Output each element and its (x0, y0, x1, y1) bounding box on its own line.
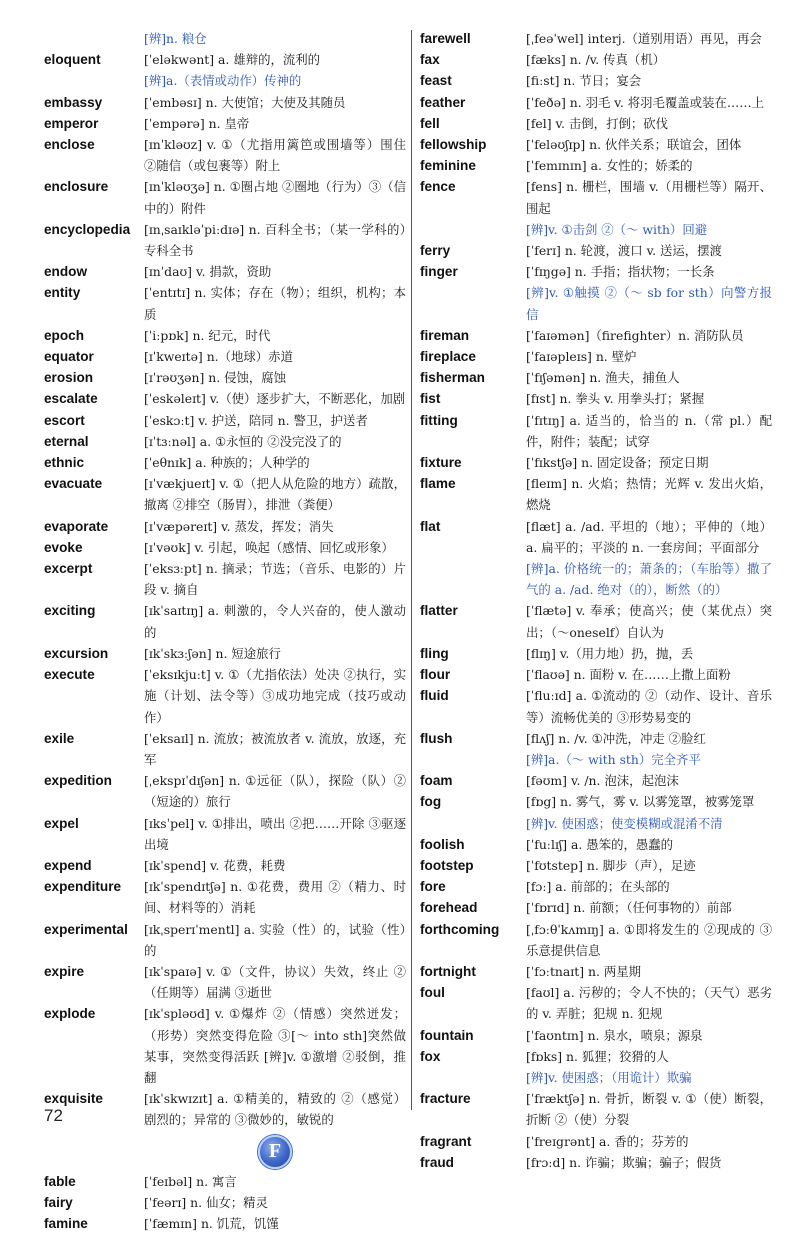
headword (420, 749, 526, 770)
headword: fore (420, 879, 446, 895)
dictionary-entry (420, 325, 772, 346)
definition: [ˈfemɪnɪn] a. 女性的；娇柔的 (526, 158, 693, 174)
dictionary-entry (420, 28, 772, 49)
headword: endow (44, 264, 88, 280)
definition: [fɪst] n. 拳头 v. 用拳头打；紧握 (526, 391, 705, 407)
definition: [ɪnˌsaɪkləˈpiːdɪə] n. 百科全书；（某一学科的）专科全书 (144, 221, 406, 259)
headword: feather (420, 94, 466, 110)
dictionary-entry (420, 1088, 772, 1130)
headword: farewell (420, 31, 471, 46)
left-column (44, 28, 406, 1234)
dictionary-entry (420, 791, 772, 812)
headword: exciting (44, 603, 96, 619)
usage-note: [辨]v. ①击剑 ②（～ with）回避 (526, 221, 708, 237)
headword (44, 28, 144, 49)
definition: [ˈfɪŋgə] n. 手指；指状物；一长条 (526, 264, 715, 280)
definition: [ˈfuːlɪʃ] a. 愚笨的，愚蠢的 (526, 836, 674, 852)
definition: [ˈembəsɪ] n. 大使馆；大使及其随员 (144, 94, 346, 110)
column-divider (411, 30, 412, 1110)
headword: escalate (44, 391, 98, 407)
dictionary-entry (44, 410, 406, 431)
definition: [ˈeksɜːpt] n. 摘录；节选；（音乐、电影的）片段 v. 摘自 (144, 561, 406, 598)
headword: fracture (420, 1091, 471, 1107)
headword: flat (420, 518, 441, 534)
headword: foul (420, 985, 445, 1001)
headword: fountain (420, 1027, 474, 1043)
headword: fairy (44, 1194, 73, 1210)
headword: evoke (44, 539, 83, 555)
dictionary-note (420, 219, 772, 240)
headword (420, 282, 526, 324)
definition: [ˌfɔːθˈkʌmɪŋ] a. ①即将发生的 ②现成的 ③乐意提供信息 (526, 921, 772, 958)
dictionary-entry (44, 282, 406, 324)
headword: eloquent (44, 52, 101, 68)
definition: [ˈeskɔːt] v. 护送，陪同 n. 警卫，护送者 (144, 412, 368, 428)
usage-note: [辨]v. ①触摸 ②（～ sb for sth）向警方报信 (526, 285, 772, 322)
definition: [flæt] a. /ad. 平坦的（地）；平伸的（地）a. 扁平的；平淡的 n. 一套房间；平面部分 (526, 518, 772, 555)
definition: [ˌfeəˈwel] interj.（道别用语）再见，再会 (526, 31, 762, 46)
headword: fragrant (420, 1133, 472, 1149)
dictionary-entry (420, 473, 772, 515)
definition: [ˈfeɪbəl] n. 寓言 (144, 1173, 237, 1189)
dictionary-note (44, 70, 406, 91)
right-column (420, 28, 772, 1173)
definition: [ˈfluːɪd] a. ①流动的 ②（动作、设计、音乐等）流畅优美的 ③形势易变的 (526, 688, 772, 725)
headword: ethnic (44, 455, 85, 471)
headword: escort (44, 412, 85, 428)
headword: fitting (420, 412, 458, 428)
dictionary-entry (44, 664, 406, 728)
definition: [fens] n. 栅栏，围墙 v.（用栅栏等）隔开、围起 (526, 179, 772, 216)
headword: fluid (420, 688, 449, 704)
dictionary-entry (44, 516, 406, 537)
headword: evacuate (44, 476, 103, 492)
headword: forehead (420, 900, 478, 916)
definition: [ˈfeərɪ] n. 仙女；精灵 (144, 1194, 268, 1210)
definition: [ˈfʊtstep] n. 脚步（声），足迹 (526, 857, 696, 873)
dictionary-entry (420, 1025, 772, 1046)
headword: expenditure (44, 879, 122, 895)
definition: [flʌʃ] n. /v. ①冲洗，冲走 ②脸红 (526, 730, 706, 746)
dictionary-entry (44, 219, 406, 261)
dictionary-entry (44, 600, 406, 642)
definition: [ˈiːpɒk] n. 纪元，时代 (144, 327, 271, 343)
definition: [ˈflaʊə] n. 面粉 v. 在……上撒上面粉 (526, 667, 731, 683)
definition: [ˈfɒrɪd] n. 前额；（任何事物的）前部 (526, 900, 732, 916)
dictionary-entry (420, 92, 772, 113)
dictionary-entry (44, 813, 406, 855)
dictionary-entry (420, 1152, 772, 1173)
dictionary-entry (44, 49, 406, 70)
headword: expend (44, 857, 92, 873)
headword: fax (420, 52, 440, 68)
dictionary-entry (44, 92, 406, 113)
definition: [ɪˈvækjueɪt] v. ①（把人从危险的地方）疏散，撤离 ②排空（肠胃），排泄（粪便） (144, 476, 406, 513)
dictionary-entry (44, 1213, 406, 1234)
dictionary-entry (420, 664, 772, 685)
definition: [ˈfɪtɪŋ] a. 适当的，恰当的 n.（常 pl.）配件，附件；装配；试穿 (526, 412, 772, 449)
dictionary-entry (44, 770, 406, 812)
headword: embassy (44, 94, 103, 110)
headword: feminine (420, 158, 476, 174)
definition: [ɪkˈspləʊd] v. ①爆炸 ②（情感）突然迸发；（形势）突然变得危险 ③[～ into sth]突然做某事，突然变得活跃 [辨]v. ①激增 ②驳倒，推翻 (144, 1006, 406, 1085)
dictionary-entry (44, 261, 406, 282)
dictionary-entry (44, 325, 406, 346)
definition: [fiːst] n. 节日；宴会 (526, 73, 642, 89)
dictionary-entry (420, 261, 772, 282)
headword: foolish (420, 836, 465, 852)
dictionary-entry (44, 431, 406, 452)
definition: [ˈfæmɪn] n. 饥荒，饥馑 (144, 1215, 279, 1231)
headword: evaporate (44, 518, 109, 534)
headword: execute (44, 667, 95, 683)
dictionary-entry (44, 1192, 406, 1213)
headword: expel (44, 815, 79, 831)
definition: [fəʊm] v. /n. 泡沫，起泡沫 (526, 773, 679, 789)
definition: [ɪkˈskɜːʃən] n. 短途旅行 (144, 645, 281, 661)
headword: fortnight (420, 963, 476, 979)
dictionary-entry (420, 176, 772, 218)
dictionary-entry (44, 1171, 406, 1192)
dictionary-entry (420, 919, 772, 961)
definition: [ˈfɔːtnaɪt] n. 两星期 (526, 963, 642, 979)
headword: expire (44, 963, 85, 979)
definition: [ˈfɪʃəmən] n. 渔夫，捕鱼人 (526, 370, 680, 386)
definition: [ɪˈvəʊk] v. 引起，唤起（感情、回忆或形象） (144, 539, 394, 555)
headword: fable (44, 1173, 76, 1189)
headword: flatter (420, 603, 458, 619)
dictionary-note (420, 282, 772, 324)
headword: fellowship (420, 137, 487, 153)
definition: [fleɪm] n. 火焰；热情；光辉 v. 发出火焰，燃烧 (526, 476, 772, 513)
definition: [ˈeksaɪl] n. 流放；被流放者 v. 流放，放逐，充军 (144, 730, 406, 767)
dictionary-entry (420, 1131, 772, 1152)
dictionary-entry (44, 134, 406, 176)
dictionary-entry (44, 113, 406, 134)
headword: eternal (44, 433, 89, 449)
dictionary-entry (44, 728, 406, 770)
definition: [ˈfræktʃə] n. 骨折，断裂 v. ①（使）断裂，折断 ②（使）分裂 (526, 1091, 772, 1128)
definition: [fæks] n. /v. 传真（机） (526, 52, 666, 68)
usage-note: [辨]a.（～ with sth）完全齐平 (526, 751, 701, 767)
dictionary-note (420, 1067, 772, 1088)
headword (420, 813, 526, 834)
definition: [ɪnˈkləʊʒə] n. ①圈占地 ②圈地（行为）③（信中的）附件 (144, 179, 406, 216)
headword: equator (44, 349, 94, 365)
usage-note: [辨]n. 粮仓 (144, 31, 207, 46)
definition: [fel] v. 击倒，打倒；砍伐 (526, 115, 669, 131)
dictionary-entry (44, 643, 406, 664)
headword: fling (420, 645, 449, 661)
dictionary-entry (44, 367, 406, 388)
definition: [ɪkˈspend] v. 花费，耗费 (144, 857, 286, 873)
dictionary-entry (420, 982, 772, 1024)
headword: fireman (420, 327, 470, 343)
dictionary-entry (420, 240, 772, 261)
dictionary-entry (44, 1003, 406, 1088)
definition: [ˈflætə] v. 奉承；使高兴；使（某优点）突出；（～oneself）自认为 (526, 603, 772, 640)
usage-note: [辨]v. 使困惑；使变模糊或混淆不清 (526, 815, 723, 831)
dictionary-entry (44, 919, 406, 961)
definition: [ɪkˌsperɪˈmentl] a. 实验（性）的，试验（性）的 (144, 921, 406, 958)
headword: expedition (44, 773, 112, 789)
dictionary-note (420, 558, 772, 600)
dictionary-entry (420, 410, 772, 452)
headword: fog (420, 794, 442, 810)
dictionary-note (420, 813, 772, 834)
headword: flour (420, 667, 451, 683)
definition: [fɒks] n. 狐狸；狡猾的人 (526, 1048, 669, 1064)
dictionary-entry (44, 346, 406, 367)
definition: [ˌekspɪˈdɪʃən] n. ①远征（队），探险（队）②（短途的）旅行 (144, 773, 406, 810)
definition: [faʊl] a. 污秽的；令人不快的；（天气）恶劣的 v. 弄脏；犯规 n. 犯规 (526, 985, 772, 1022)
dictionary-entry (420, 834, 772, 855)
headword: famine (44, 1215, 88, 1231)
definition: [ɪˈtɜːnəl] a. ①永恒的 ②没完没了的 (144, 433, 342, 449)
definition: [ɪkˈsaɪtɪŋ] a. 刺激的，令人兴奋的，使人激动的 (144, 603, 406, 640)
definition: [ˈempərə] n. 皇帝 (144, 115, 250, 131)
definition: [ˈeləkwənt] a. 雄辩的，流利的 (144, 52, 321, 68)
dictionary-entry (44, 876, 406, 918)
dictionary-note (420, 749, 772, 770)
definition: [ˈfaɪəpleɪs] n. 壁炉 (526, 349, 637, 365)
definition: [fɒg] n. 雾气，雾 v. 以雾笼罩，被雾笼罩 (526, 794, 755, 810)
section-marker (144, 1135, 406, 1169)
headword: finger (420, 264, 458, 280)
definition: [ˈfaʊntɪn] n. 泉水，喷泉；源泉 (526, 1027, 703, 1043)
headword: exile (44, 730, 75, 746)
headword: entity (44, 285, 81, 301)
definition: [frɔːd] n. 诈骗；欺骗；骗子；假货 (526, 1154, 722, 1170)
dictionary-entry (420, 897, 772, 918)
dictionary-entry (420, 452, 772, 473)
dictionary-entry (420, 685, 772, 727)
headword: excerpt (44, 561, 93, 577)
headword: footstep (420, 857, 474, 873)
definition: [ˈfeðə] n. 羽毛 v. 将羽毛覆盖或装在……上 (526, 94, 765, 110)
definition: [ˈferɪ] n. 轮渡，渡口 v. 送运，摆渡 (526, 243, 722, 259)
definition: [ˈfɪkstʃə] n. 固定设备；预定日期 (526, 455, 709, 471)
headword: fist (420, 391, 441, 407)
headword: explode (44, 1006, 96, 1022)
dictionary-note (44, 28, 406, 49)
dictionary-entry (420, 388, 772, 409)
dictionary-entry (44, 558, 406, 600)
usage-note: [辨]v. 使困惑；（用诡计）欺骗 (526, 1069, 692, 1085)
dictionary-entry (420, 770, 772, 791)
definition: [ɪˈkweɪtə] n.（地球）赤道 (144, 349, 293, 365)
dictionary-entry (420, 728, 772, 749)
dictionary-entry (420, 600, 772, 642)
dictionary-entry (420, 643, 772, 664)
headword: fell (420, 115, 440, 131)
dictionary-entry (420, 855, 772, 876)
dictionary-entry (420, 876, 772, 897)
definition: [ˈeksɪkjuːt] v. ①（尤指依法）处决 ②执行，实施（计划、法令等）③成功地完成（技巧或动作） (144, 667, 406, 725)
headword: fireplace (420, 349, 476, 365)
headword: erosion (44, 370, 94, 386)
dictionary-entry (420, 1046, 772, 1067)
definition: [ɪˈvæpəreɪt] v. 蒸发，挥发；消失 (144, 518, 334, 534)
definition: [ˈfreɪgrənt] a. 香的；芬芳的 (526, 1133, 689, 1149)
dictionary-entry (44, 452, 406, 473)
definition: [flɪŋ] v.（用力地）扔，抛，丢 (526, 645, 694, 661)
headword: fence (420, 179, 456, 195)
definition: [ˈfaɪəmən]（firefighter）n. 消防队员 (526, 327, 744, 343)
dictionary-entry (44, 961, 406, 1003)
headword: fisherman (420, 370, 485, 386)
headword: fox (420, 1048, 441, 1064)
definition: [ɪnˈdaʊ] v. 捐款，资助 (144, 264, 272, 280)
dictionary-entry (420, 367, 772, 388)
headword (420, 219, 526, 240)
headword: enclose (44, 137, 95, 153)
usage-note: [辨]a. 价格统一的；萧条的；（车胎等）撒了气的 a. /ad. 绝对（的），断然（的） (526, 561, 772, 598)
headword: epoch (44, 327, 85, 343)
dictionary-entry (44, 473, 406, 515)
dictionary-entry (44, 537, 406, 558)
usage-note: [辨]a.（表情或动作）传神的 (144, 73, 302, 89)
headword (420, 1067, 526, 1088)
headword: forthcoming (420, 921, 500, 937)
headword: emperor (44, 115, 99, 131)
definition: [ɪnˈkləʊz] v. ①（尤指用篱笆或围墙等）围住 ②随信（或包裹等）附上 (144, 137, 406, 174)
definition: [ɪkˈspendɪtʃə] n. ①花费，费用 ②（精力、时间、材料等的）消耗 (144, 879, 406, 916)
headword: enclosure (44, 179, 109, 195)
definition: [ɪksˈpel] v. ①排出，喷出 ②把……开除 ③驱逐出境 (144, 815, 406, 852)
dictionary-entry (420, 113, 772, 134)
section-letter-badge: F (258, 1135, 292, 1169)
dictionary-entry (420, 346, 772, 367)
headword: ferry (420, 243, 451, 259)
headword (420, 558, 526, 600)
headword: foam (420, 773, 453, 789)
headword: fixture (420, 455, 462, 471)
dictionary-entry (44, 855, 406, 876)
definition: [fɔː] a. 前部的；在头部的 (526, 879, 670, 895)
headword: experimental (44, 921, 128, 937)
headword: flame (420, 476, 456, 492)
dictionary-entry (44, 176, 406, 218)
page-number: 72 (44, 1106, 63, 1125)
headword: feast (420, 73, 452, 89)
definition: [ɪkˈskwɪzɪt] a. ①精美的，精致的 ②（感觉）剧烈的；异常的 ③微妙的，敏锐的 (144, 1091, 406, 1128)
headword: exquisite (44, 1091, 103, 1107)
dictionary-entry (420, 961, 772, 982)
dictionary-entry (44, 1088, 406, 1130)
headword: encyclopedia (44, 221, 131, 237)
definition: [ˈfeləʊʃɪp] n. 伙伴关系；联谊会，团体 (526, 137, 742, 153)
headword (44, 70, 144, 91)
definition: [ˈeskəleɪt] v.（使）逐步扩大，不断恶化，加剧 (144, 391, 406, 407)
dictionary-entry (420, 155, 772, 176)
definition: [ˈentɪtɪ] n. 实体；存在（物）；组织，机构；本质 (144, 285, 406, 322)
headword: flush (420, 730, 453, 746)
headword: fraud (420, 1154, 454, 1170)
headword: excursion (44, 645, 109, 661)
dictionary-entry (44, 388, 406, 409)
dictionary-entry (420, 134, 772, 155)
definition: [ɪˈrəʊʒən] n. 侵蚀，腐蚀 (144, 370, 287, 386)
dictionary-entry (420, 49, 772, 70)
definition: [ˈeθnɪk] a. 种族的；人种学的 (144, 455, 310, 471)
dictionary-entry (420, 70, 772, 91)
definition: [ɪkˈspaɪə] v. ①（文件，协议）失效，终止 ②（任期等）届满 ③逝世 (144, 963, 406, 1001)
dictionary-entry (420, 516, 772, 558)
